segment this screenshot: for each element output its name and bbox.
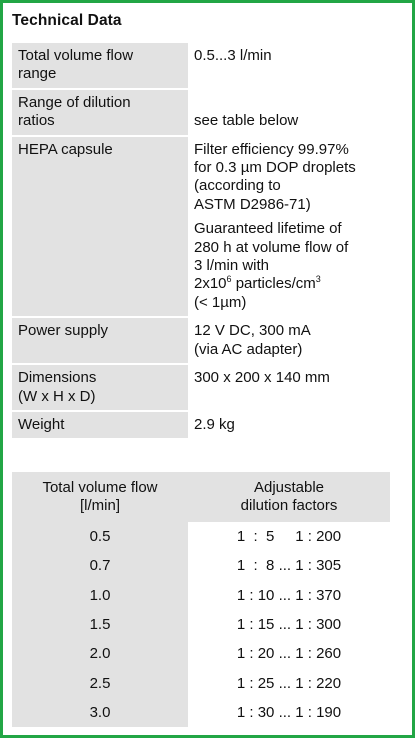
factor-cell: 1 : 5 1 : 200 xyxy=(236,528,342,546)
panel-title: Technical Data xyxy=(12,12,122,29)
flow-cell: 0.5 xyxy=(12,522,188,551)
header-volume-flow: Total volume flow [l/min] xyxy=(42,479,158,515)
spec-value: 0.5...3 l/min xyxy=(194,47,272,64)
spec-row-weight xyxy=(12,412,378,438)
spec-label: Range of dilution ratios xyxy=(12,90,188,135)
table-row xyxy=(12,551,390,580)
factor-cell: 1 : 30 ... 1 : 190 xyxy=(236,703,342,721)
flow-cell: 2.0 xyxy=(12,639,188,668)
spec-label: Weight xyxy=(12,412,188,438)
spec-row-hepa-capsule xyxy=(12,137,378,317)
table-row xyxy=(12,610,390,639)
spec-value: 300 x 200 x 140 mm xyxy=(194,369,330,387)
factor-cell: 1 : 8 ... 1 : 305 xyxy=(236,557,342,575)
factor-cell: 1 : 25 ... 1 : 220 xyxy=(236,674,342,692)
spec-label: Dimensions (W x H x D) xyxy=(12,365,188,410)
table-row xyxy=(12,698,390,727)
table-row xyxy=(12,639,390,668)
spec-label: Total volume flow range xyxy=(12,43,188,88)
dilution-table xyxy=(12,472,390,727)
flow-cell: 3.0 xyxy=(12,698,188,727)
flow-cell: 1.0 xyxy=(12,581,188,610)
spec-value: 12 V DC, 300 mA (via AC adapter) xyxy=(194,322,311,358)
table-row xyxy=(12,581,390,610)
spec-row-power-supply xyxy=(12,318,378,363)
flow-cell: 1.5 xyxy=(12,610,188,639)
spec-row-dilution-range xyxy=(12,90,378,135)
dilution-table-header xyxy=(12,472,390,522)
header-dilution-factors: Adjustable dilution factors xyxy=(240,479,338,515)
spec-value: 2.9 kg xyxy=(194,415,235,433)
factor-cell: 1 : 15 ... 1 : 300 xyxy=(236,616,342,634)
spec-row-volume-flow xyxy=(12,43,378,88)
spec-row-dimensions xyxy=(12,365,378,410)
table-row xyxy=(12,522,390,551)
table-row xyxy=(12,668,390,697)
particles-line: $2x10^6$ particles/$cm^3$ xyxy=(194,274,321,293)
flow-cell: 0.7 xyxy=(12,551,188,580)
spec-value: Filter efficiency 99.97% for 0.3 µm DOP droplets (according to ASTM D2986-71) Guaranteed lifetime of 280 h at volume flow of 3 l/min with $2x10^6$ particles/$cm^3$ (< 1µm) xyxy=(188,137,378,317)
spec-label: Power supply xyxy=(12,318,188,363)
flow-cell: 2.5 xyxy=(12,668,188,697)
spec-label: HEPA capsule xyxy=(12,137,188,317)
factor-cell: 1 : 20 ... 1 : 260 xyxy=(236,645,342,663)
spec-value: see table below xyxy=(194,112,299,130)
spec-table xyxy=(12,43,378,438)
factor-cell: 1 : 10 ... 1 : 370 xyxy=(236,586,342,604)
